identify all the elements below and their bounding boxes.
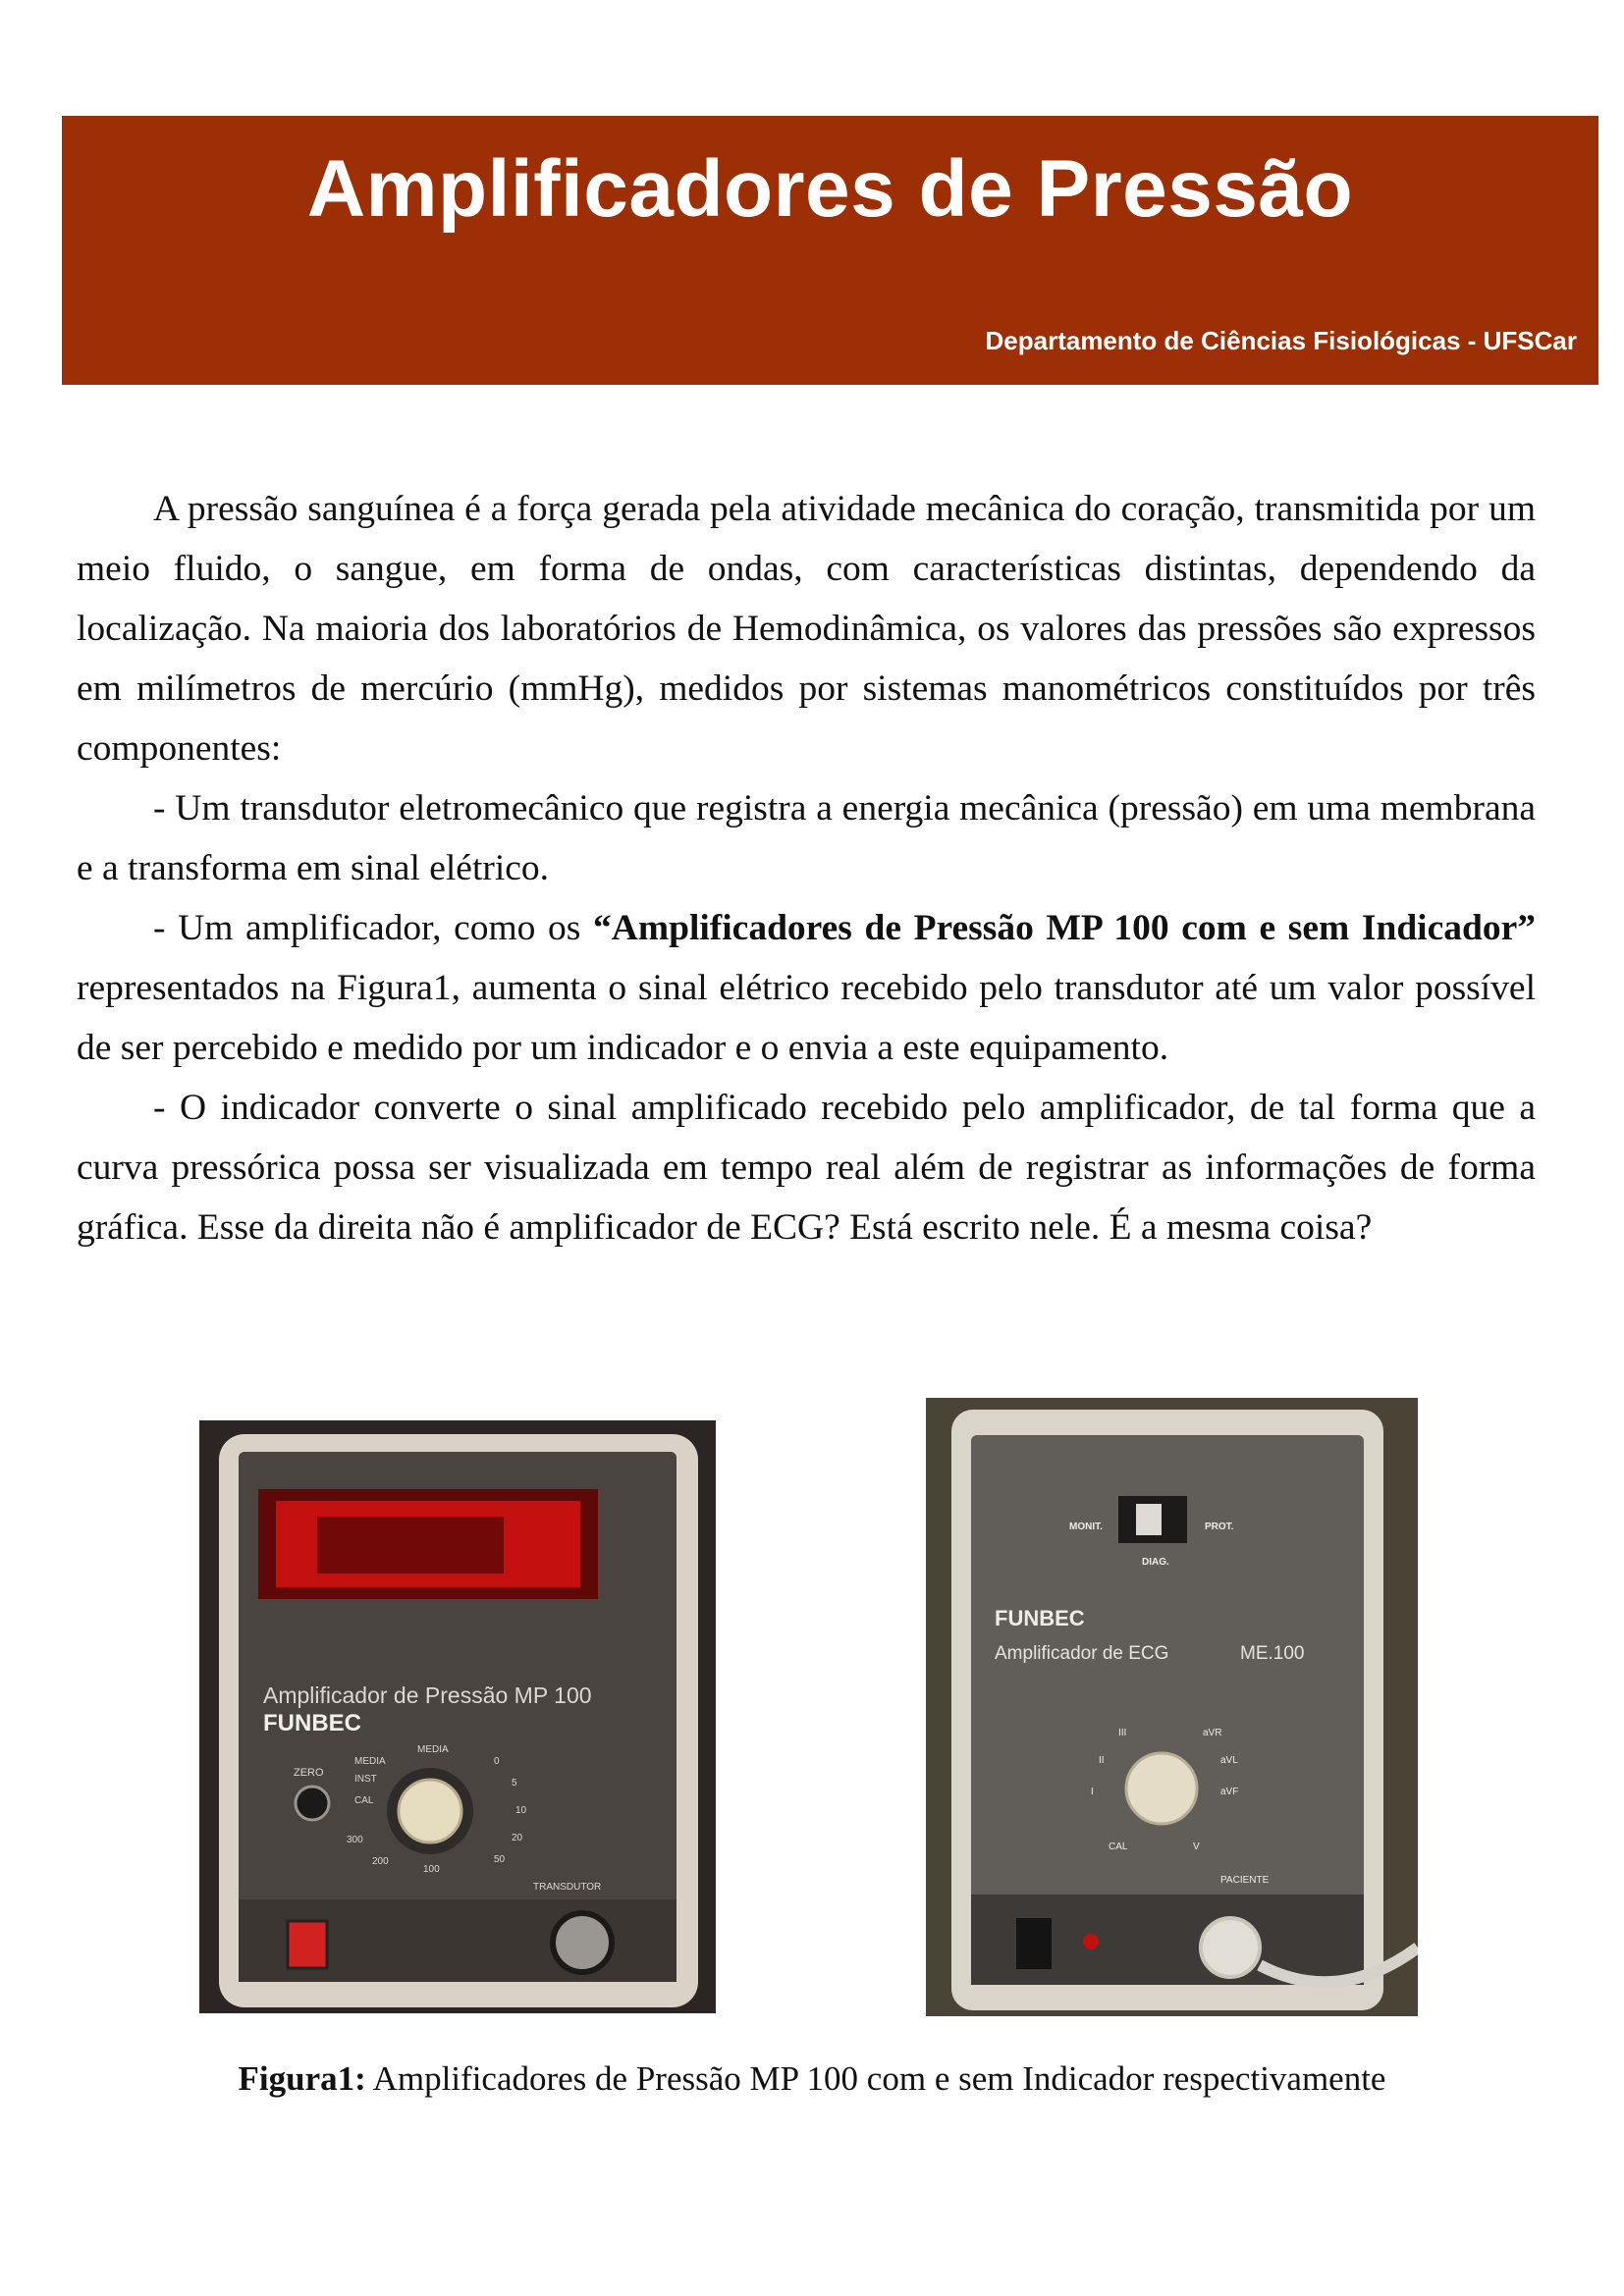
patient-connector[interactable] xyxy=(1201,1918,1260,1977)
body-text xyxy=(77,479,1536,1257)
figure-pressure-amplifier xyxy=(199,1420,716,2013)
ecg-brand-logo: FUNBEC xyxy=(995,1606,1085,1630)
ecg-power-switch[interactable] xyxy=(1016,1918,1052,1969)
pressure-range-knob[interactable] xyxy=(399,1780,461,1842)
media-top-label: MEDIA xyxy=(417,1744,449,1755)
caption-label: Figura1: xyxy=(238,2059,366,2098)
pressure-brand-logo: FUNBEC xyxy=(263,1710,361,1736)
scale-tick: 5 xyxy=(512,1778,517,1789)
department-label: Departamento de Ciências Fisiológicas - UFSCar xyxy=(985,326,1577,355)
paragraph-transducer: - Um transdutor eletromecânico que registra a energia mecânica (pressão) em uma membrana e a transforma em sinal elétrico. xyxy=(77,788,1536,888)
lead-label: II xyxy=(1099,1755,1105,1766)
inst-label: INST xyxy=(354,1774,377,1785)
scale-tick: 200 xyxy=(372,1856,389,1867)
scale-tick: 50 xyxy=(494,1854,506,1865)
amplifier-name-bold: “Amplificadores de Pressão MP 100 com e sem Indicador” xyxy=(593,908,1536,948)
monit-label: MONIT. xyxy=(1069,1522,1103,1532)
cal-label: CAL xyxy=(354,1795,374,1806)
ecg-model-label: ME.100 xyxy=(1240,1643,1305,1664)
diag-label: DIAG. xyxy=(1142,1557,1169,1568)
scale-tick: 300 xyxy=(347,1835,363,1845)
paragraph-intro: A pressão sanguínea é a força gerada pela atividade mecânica do coração, transmitida por um meio fluido, o sangue, em forma de ondas, com características distintas, dependendo da localização. Na maioria dos laboratórios de Hemodinâmica, os valores das pressões são expressos em milímetros de mercúrio (mmHg), medidos por sistemas manométricos constituídos por três componentes: xyxy=(77,489,1536,769)
figure-caption xyxy=(0,2059,1624,2099)
scale-tick: 0 xyxy=(494,1756,500,1767)
transducer-connector[interactable] xyxy=(553,1913,612,1972)
lead-label: aVR xyxy=(1203,1728,1222,1738)
lead-selector-knob[interactable] xyxy=(1126,1753,1197,1824)
scale-tick: 10 xyxy=(515,1805,527,1816)
figure-ecg-amplifier xyxy=(926,1398,1418,2016)
page-title: Amplificadores de Pressão xyxy=(306,144,1354,234)
amplifier-text-start: - Um amplificador, como os xyxy=(153,908,594,948)
lead-label: I xyxy=(1091,1787,1094,1797)
media-left-label: MEDIA xyxy=(354,1756,386,1767)
zero-label: ZERO xyxy=(294,1767,324,1779)
lead-label: III xyxy=(1118,1728,1127,1738)
transdutor-label: TRANSDUTOR xyxy=(533,1882,602,1893)
caption-text: Amplificadores de Pressão MP 100 com e sem Indicador respectivamente xyxy=(365,2059,1386,2098)
lead-label: aVF xyxy=(1220,1787,1239,1797)
header-banner xyxy=(62,116,1598,385)
power-led xyxy=(1083,1934,1099,1949)
lead-label: V xyxy=(1193,1842,1200,1852)
lead-label: CAL xyxy=(1109,1842,1128,1852)
scale-tick: 100 xyxy=(423,1864,440,1875)
zero-button[interactable] xyxy=(296,1787,329,1820)
pressure-panel-label: Amplificador de Pressão MP 100 xyxy=(263,1682,592,1708)
ecg-panel-label: Amplificador de ECG xyxy=(995,1643,1169,1664)
prot-label: PROT. xyxy=(1205,1522,1234,1532)
power-switch[interactable] xyxy=(288,1921,327,1968)
paragraph-amplifier xyxy=(77,898,1536,1078)
lead-label: aVL xyxy=(1220,1755,1238,1766)
scale-tick: 20 xyxy=(512,1833,523,1843)
amplifier-text-end: representados na Figura1, aumenta o sinal elétrico recebido pelo transdutor até um valor possível de ser percebido e medido por um indicador e o envia a este equipamento. xyxy=(77,968,1536,1068)
paragraph-indicator: - O indicador converte o sinal amplificado recebido pelo amplificador, de tal forma que a curva pressórica possa ser visualizada em tempo real além de registrar as informações de forma gráfica. Esse da direita não é amplificador de ECG? Está escrito nele. É a mesma coisa? xyxy=(77,1088,1536,1248)
paciente-label: PACIENTE xyxy=(1220,1875,1270,1886)
